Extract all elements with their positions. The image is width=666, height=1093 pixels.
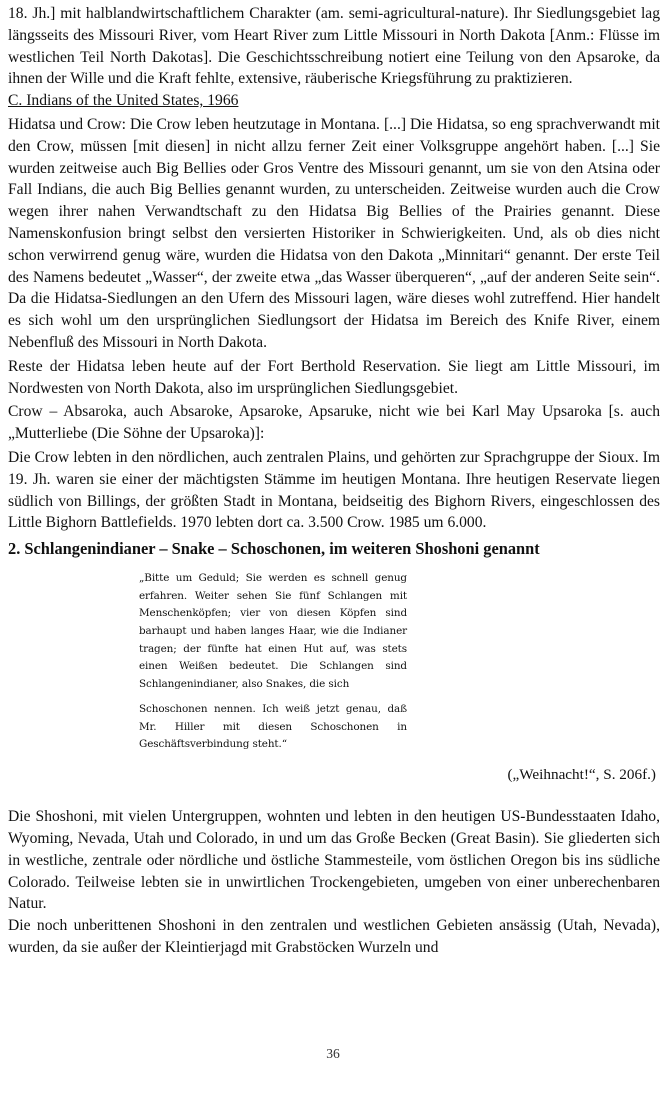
quote-line: Schoschonen nennen. Ich weiß jetzt genau, daß Mr. Hiller mit diesen Schoschonen in Geschäftsverbindung steht.“ (139, 703, 407, 751)
fraktur-quote (139, 570, 407, 754)
section-heading: 2. Schlangenindianer – Snake – Schoschonen, im weiteren Shoshoni genannt (8, 539, 540, 559)
body-paragraph: Reste der Hidatsa leben heute auf der Fort Berthold Reservation. Sie liegt am Little Missouri, im Nordwesten von North Dakota, also im ursprünglichen Siedlungsgebiet. (8, 357, 660, 397)
document-page (8, 0, 660, 959)
body-paragraph: Die noch unberittenen Shoshoni in den zentralen und westlichen Gebieten ansässig (Utah, Nevada), wurden, da sie außer der Kleintierjagd mit Grabstöcken Wurzeln und (8, 917, 660, 956)
body-paragraph: Crow – Absaroka, auch Absaroke, Apsaroke, Apsaruke, nicht wie bei Karl May Upsaroka [s. auch „Mutterliebe (Die Söhne der Upsaroka)]: (8, 403, 660, 443)
source-heading: C. Indians of the United States, 1966 (8, 92, 239, 110)
body-paragraph: Die Shoshoni, mit vielen Untergruppen, wohnten und lebten in den heutigen US-Bundesstaaten Idaho, Wyoming, Nevada, Utah und Colorado, in und um das Große Becken (Great Basin). Sie gliederten sich in westliche, zentrale oder nördliche und östliche Stammesteile, vom östlichen Oregon bis ins südliche Colorado. Teilweise lebten sie in unwirtlichen Trockengebieten, umgeben von einer unberechenbaren Natur. (8, 808, 660, 913)
page-number: 36 (326, 1046, 340, 1061)
quote-citation: („Weihnacht!“, S. 206f.) (507, 766, 656, 784)
block-quote (8, 570, 660, 802)
body-paragraph: Hidatsa und Crow: Die Crow leben heutzutage in Montana. [...] Die Hidatsa, so eng sprachverwandt mit den Crow, müssen [mit diesen] in nicht allzu ferner Zeit einer Volksgruppe angehört haben. [...] Sie wurden zeitweise auch Big Bellies oder Gros Ventre des Missouri genannt, um sie von den Atsina oder Fall Indians, die auch Big Bellies genannt wurden, zu unterscheiden. Zeitweise wurden auch die Crow wegen ihrer nahen Verwandtschaft zu den Hidatsa Big Bellies of the Prairies genannt. Diese Namenskonfusion bringt selbst den versierten Historiker in Schwierigkeiten. Und, als ob dies nicht schon verwirrend genug wäre, wurden die Hidatsa von den Dakota „Minnitari“ genannt. Der erste Teil des Namens bedeutet „Wasser“, der zweite etwa „das Wasser überqueren“, „auf der anderen Seite sein“. Da die Hidatsa-Siedlungen an den Ufern des Missouri lagen, wäre dieses wohl zutreffend. Hier handelt es sich wohl um den ursprünglichen Siedlungsort der Hidatsa im Bereich des Knife River, einem Nebenfluß des Missouri in North Dakota. (8, 115, 660, 351)
body-paragraph: Die Crow lebten in den nördlichen, auch zentralen Plains, und gehörten zur Sprachgruppe der Sioux. Im 19. Jh. waren sie einer der mächtigsten Stämme im heutigen Montana. Ihre heutigen Reservate liegen südlich von Billings, der größten Stadt in Montana, beidseitig des Bighorn Rivers, eingeschlossen des Little Bighorn Battlefields. 1970 lebten dort ca. 3.500 Crow. 1985 um 6.000. (8, 448, 660, 532)
body-paragraph: 18. Jh.] mit halblandwirtschaftlichem Charakter (am. semi-agricultural-nature). Ihr Siedlungsgebiet lag längsseits des Missouri River, vom Heart River zum Little Missouri in North Dakota [Anm.: Flüsse im westlichen Teil North Dakotas]. Die Geschichtsschreibung notiert eine Teilung von den Apsaroke, da ihnen der Wille und die Kraft fehlte, extensive, räuberische Kriegsführung zu praktizieren. (8, 5, 660, 88)
quote-line: „Bitte um Geduld; Sie werden es schnell genug erfahren. Weiter sehen Sie fünf Schlangen mit Menschenköpfen; vier von diesen Köpfen sind barhaupt und haben langes Haar, wie die Indianer tragen; der fünfte hat einen Hut auf, was stets einen Weißen bedeutet. Die Schlangen sind Schlangenindianer, also Snakes, die sich (139, 572, 407, 690)
